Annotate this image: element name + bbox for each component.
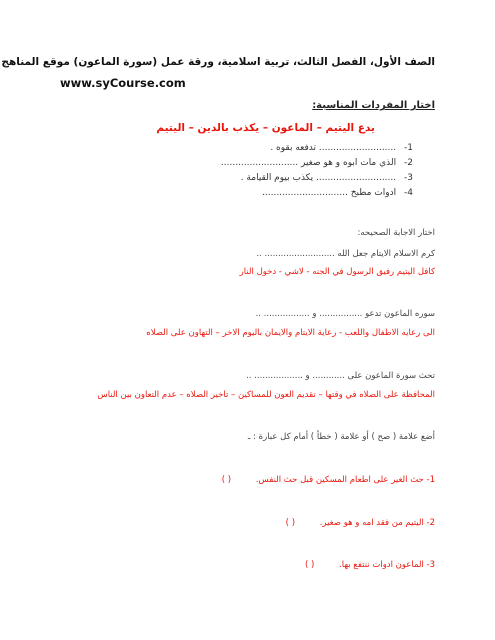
page-title: الصف الأول، الفصل الثالث، تربية اسلامية، ورقة عمل (سورة الماعون) موقع المناهج	[1, 56, 435, 68]
fill-question	[221, 158, 413, 168]
question-number: 4-	[404, 188, 413, 198]
question-text: ........................... تدفعه بقوه .	[270, 143, 397, 153]
mcq-options: المحافظة على الصلاه في وقتها – تقديم العون للمساكين – تاخير الصلاه – عدم التعاون بين الناس	[97, 390, 435, 400]
statement-text: 2- اليتيم من فقد امه و هو صغير.	[319, 518, 435, 528]
section-mcq-heading: اختار الاجابة الصحيحه:	[357, 228, 435, 238]
fill-question	[262, 188, 413, 198]
section-vocab-heading: اختار المفردات المناسبة:	[312, 100, 435, 111]
answer-parentheses[interactable]: ( )	[304, 560, 315, 570]
question-text: ............................ يكذب بيوم القيامة .	[240, 173, 397, 183]
answer-parentheses[interactable]: ( )	[221, 475, 232, 485]
statement-text: 3- الماعون ادوات ننتفع بها.	[339, 560, 435, 570]
mcq-stem: تحث سورة الماعون على ............ و .................. ..	[246, 371, 435, 381]
question-text: ادوات مطبخ ..............................	[262, 188, 397, 198]
question-number: 2-	[404, 158, 413, 168]
question-number: 1-	[404, 143, 413, 153]
answer-parentheses[interactable]: ( )	[285, 518, 296, 528]
fill-question	[270, 143, 413, 153]
mcq-options: كافل اليتيم رفيق الرسول في الجنه - لاشي - دخول النار	[239, 267, 435, 277]
question-text: الذي مات ابوه و هو صغير ...........................	[220, 158, 397, 168]
truefalse-heading: أضع علامة ( صح ) أو علامة ( خطأ ) أمام كل عبارة : ـ	[247, 432, 435, 442]
truefalse-statement	[305, 560, 435, 570]
site-url: www.syCourse.com	[60, 76, 186, 90]
mcq-stem: سوره الماعون تدعو ................ و ................. ..	[255, 309, 435, 319]
question-number: 3-	[404, 173, 413, 183]
mcq-stem: كرم الاسلام الايتام جعل الله .......................... ..	[256, 249, 435, 259]
fill-question	[241, 173, 413, 183]
mcq-options: الى رعايه الاطفال واللعب - رعاية الايتام والايمان باليوم الاخر – التهاون على الصلاه	[146, 328, 435, 338]
truefalse-statement	[222, 475, 435, 485]
statement-text: 1- حث الغير على اطعام المسكين قبل حث النفس.	[255, 475, 435, 485]
truefalse-statement	[286, 518, 435, 528]
word-bank: يدع اليتيم – الماعون – يكذب بالدين – اليتيم	[156, 122, 375, 134]
